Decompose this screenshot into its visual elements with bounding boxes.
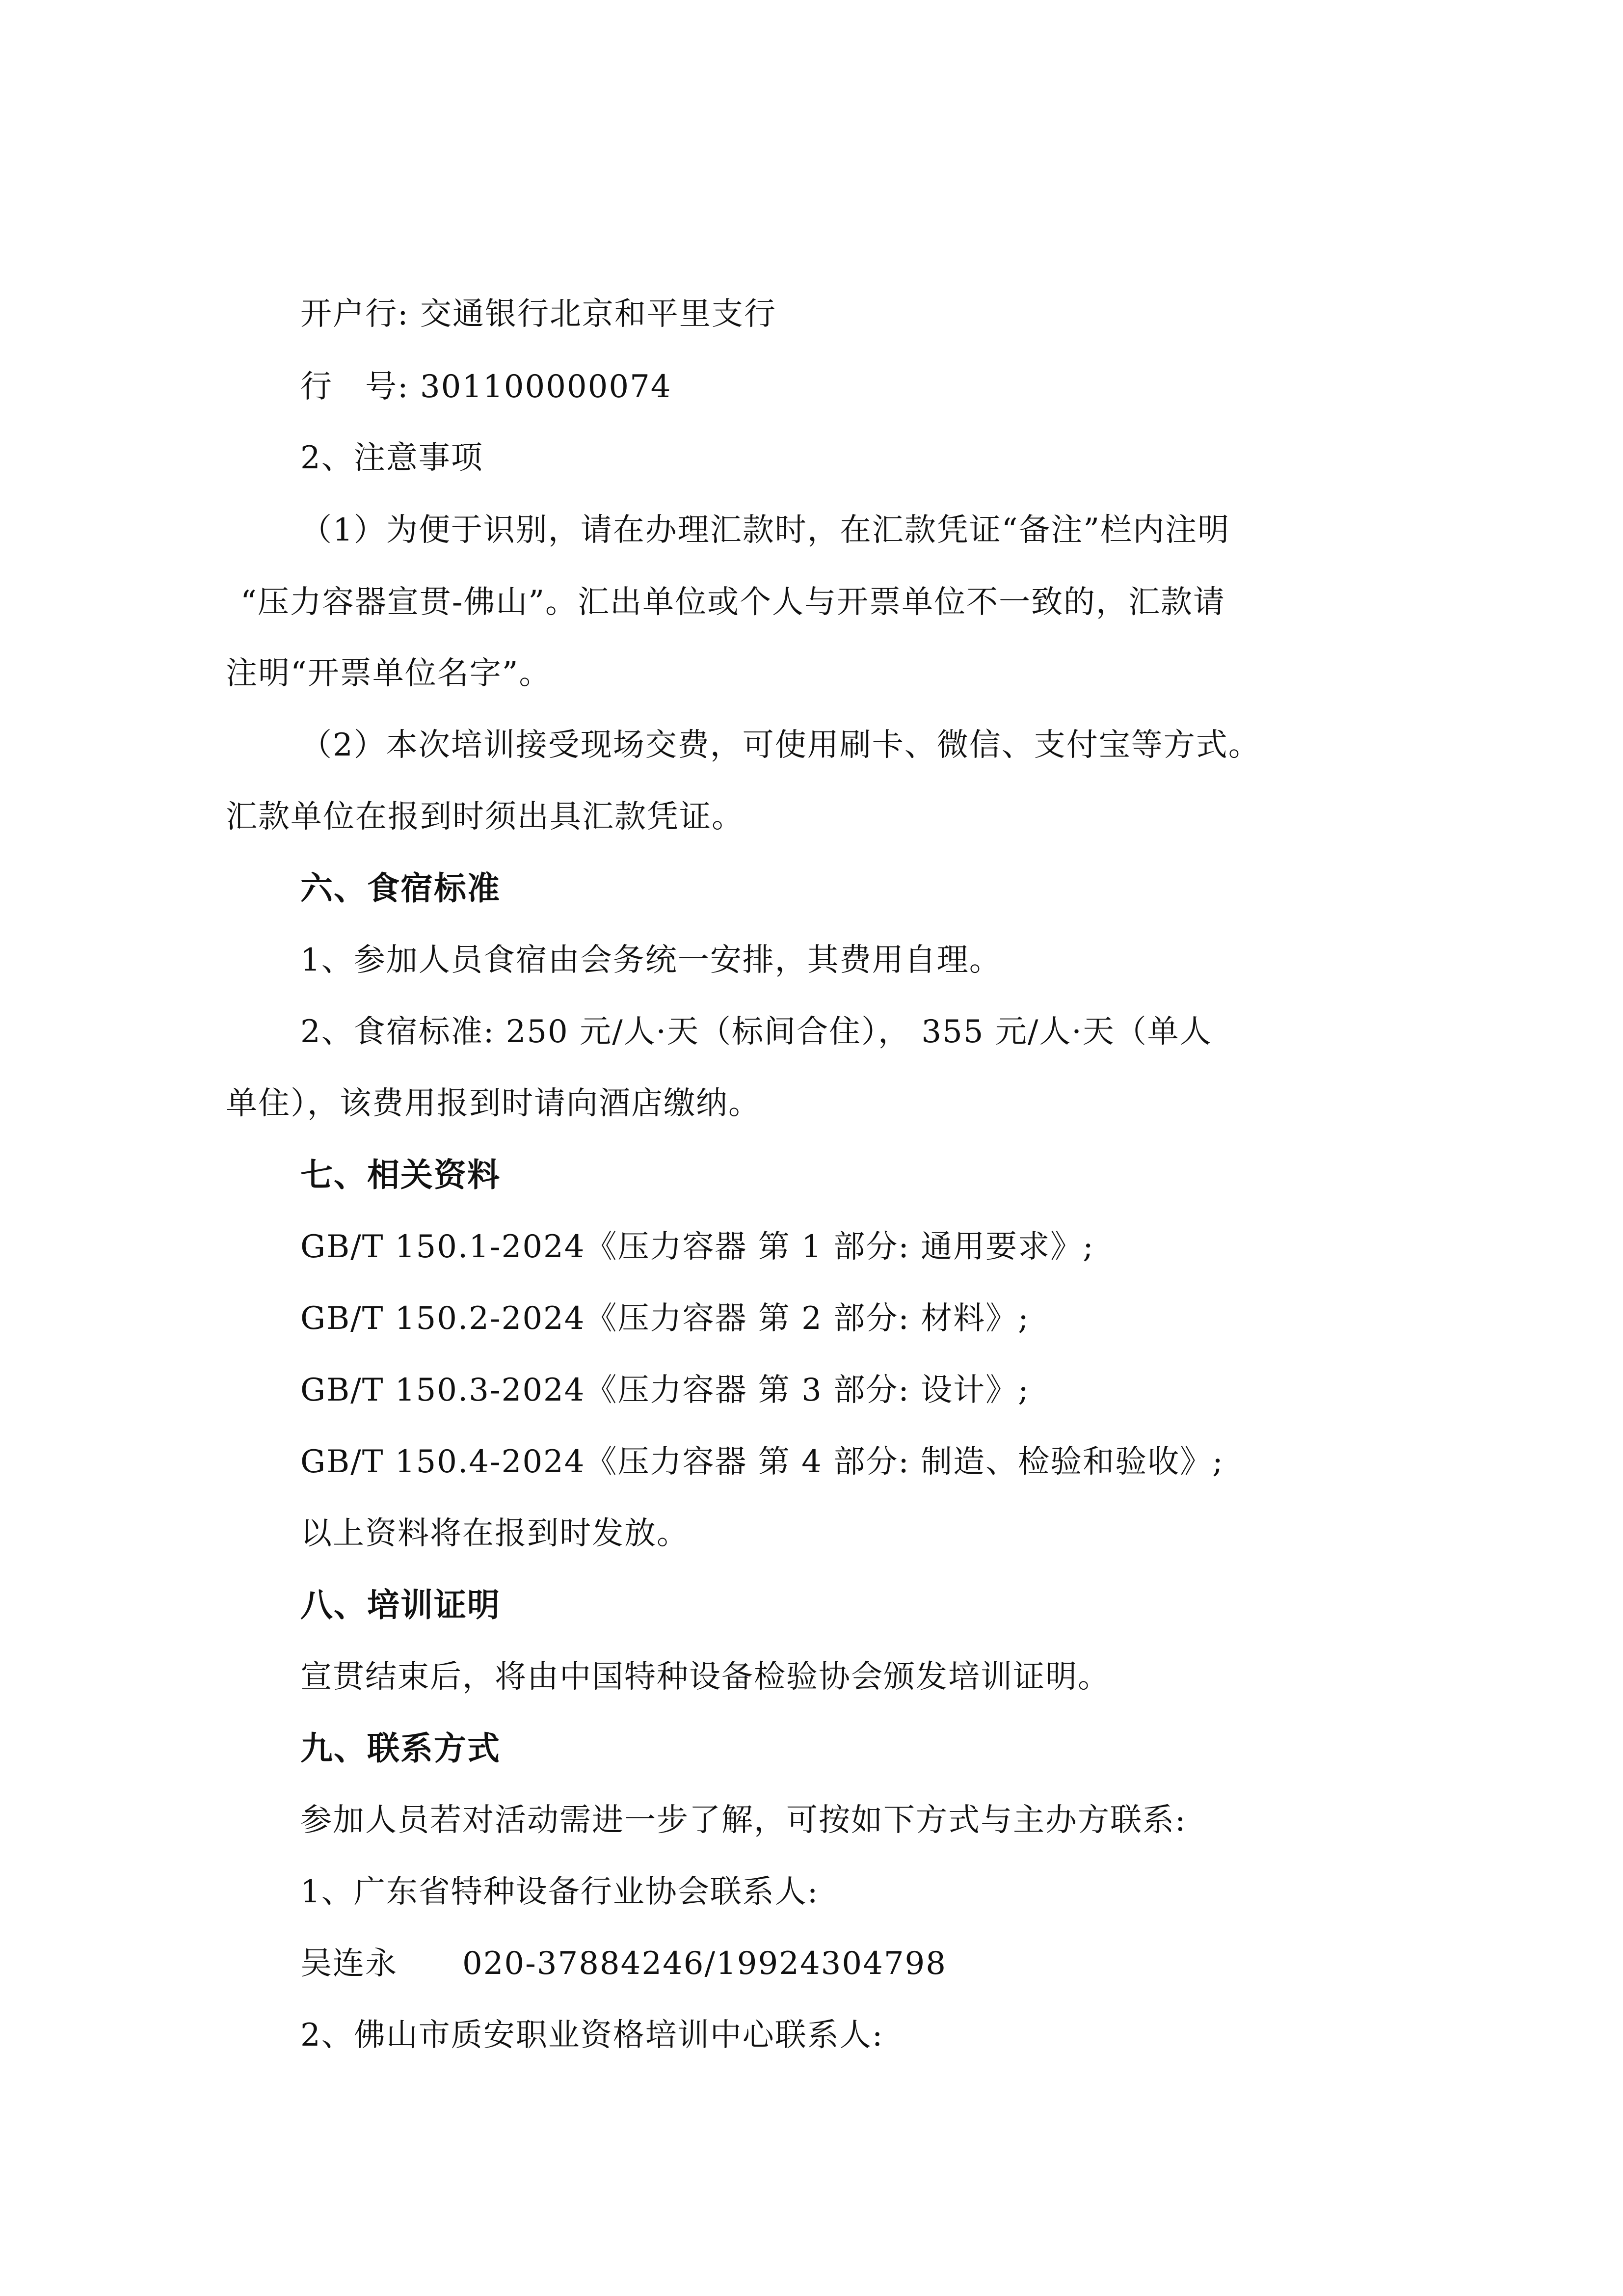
bank-name-line: 开户行: 交通银行北京和平里支行: [300, 296, 776, 332]
section-6-heading: 六、食宿标准: [300, 869, 501, 907]
contact-intro: 参加人员若对活动需进一步了解，可按如下方式与主办方联系:: [300, 1802, 1187, 1838]
contact-1-org: 1、广东省特种设备行业协会联系人:: [300, 1874, 819, 1910]
reference-gb150-2: GB/T 150.2-2024《压力容器 第 2 部分: 材料》;: [300, 1300, 1030, 1337]
section-9-heading: 九、联系方式: [300, 1729, 501, 1767]
note-1-line-2: “压力容器宣贯-佛山”。汇出单位或个人与开票单位不一致的，汇款请: [240, 584, 1226, 621]
lodging-item-2-line-1: 2、食宿标准: 250 元/人·天（标间合住）， 355 元/人·天（单人: [300, 1014, 1212, 1050]
contact-1-person: 吴连永 020-37884246/19924304798: [300, 1945, 947, 1982]
certificate-text: 宣贯结束后，将由中国特种设备检验协会颁发培训证明。: [300, 1659, 1110, 1695]
note-1-line-3: 注明“开票单位名字”。: [226, 655, 552, 692]
reference-gb150-1: GB/T 150.1-2024《压力容器 第 1 部分: 通用要求》;: [300, 1229, 1094, 1265]
reference-gb150-3: GB/T 150.3-2024《压力容器 第 3 部分: 设计》;: [300, 1372, 1030, 1408]
notes-subheading: 2、注意事项: [300, 440, 483, 476]
lodging-item-2-line-2: 单住），该费用报到时请向酒店缴纳。: [226, 1085, 761, 1122]
reference-gb150-4: GB/T 150.4-2024《压力容器 第 4 部分: 制造、检验和验收》;: [300, 1444, 1224, 1480]
note-2-line-1: （2）本次培训接受现场交费，可使用刷卡、微信、支付宝等方式。: [300, 727, 1261, 763]
note-2-line-2: 汇款单位在报到时须出具汇款凭证。: [226, 799, 744, 835]
section-8-heading: 八、培训证明: [300, 1586, 501, 1624]
note-1-line-1: （1）为便于识别，请在办理汇款时，在汇款凭证“备注”栏内注明: [300, 512, 1230, 548]
bank-number-line: 行 号: 301100000074: [300, 369, 672, 405]
section-7-heading: 七、相关资料: [300, 1156, 501, 1194]
reference-distribution-note: 以上资料将在报到时发放。: [300, 1515, 689, 1552]
lodging-item-1: 1、参加人员食宿由会务统一安排，其费用自理。: [300, 942, 1002, 978]
contact-2-org: 2、佛山市质安职业资格培训中心联系人:: [300, 2017, 884, 2053]
